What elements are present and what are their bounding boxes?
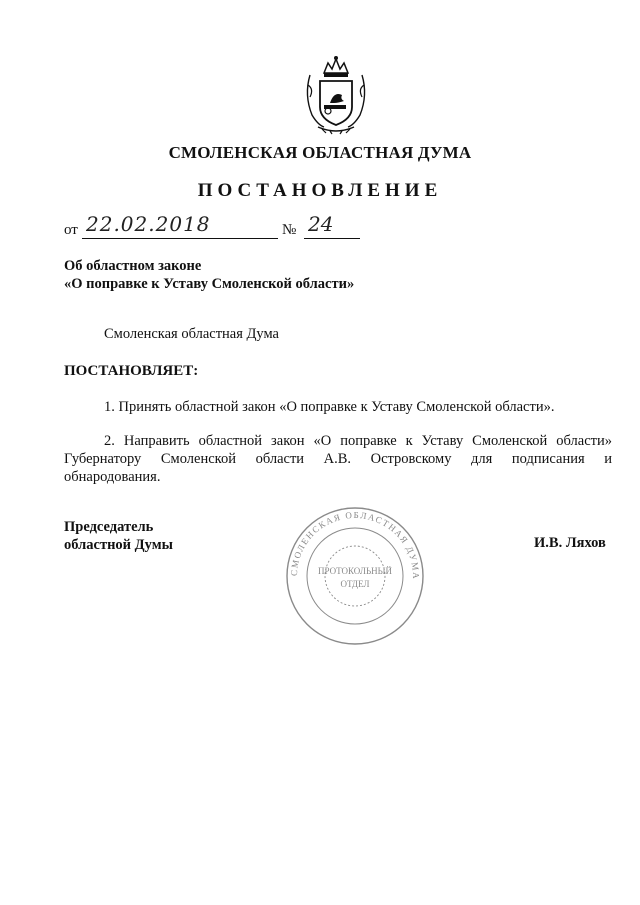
stamp-ring-text: СМОЛЕНСКАЯ ОБЛАСТНАЯ ДУМА (288, 509, 422, 581)
signatory-position-line: Председатель (64, 519, 154, 535)
signatory-position (64, 518, 173, 554)
subject-block (64, 257, 354, 293)
resolution-item-2-line: обнародования. (64, 469, 161, 485)
official-stamp-icon (284, 505, 426, 647)
intro-paragraph: Смоленская областная Дума (104, 326, 279, 342)
subject-line: Об областном законе (64, 258, 202, 274)
resolves-heading: ПОСТАНОВЛЯЕТ: (64, 363, 199, 379)
date-underline (82, 238, 278, 239)
signatory-name: И.В. Ляхов (534, 535, 606, 551)
document-type-title: ПОСТАНОВЛЕНИЕ (197, 180, 443, 201)
number-value: 24 (308, 212, 334, 236)
resolution-item-2 (64, 432, 612, 486)
signatory-position-line: областной Думы (64, 537, 173, 553)
date-prefix: от (64, 222, 78, 238)
organization-title: СМОЛЕНСКАЯ ОБЛАСТНАЯ ДУМА (168, 143, 472, 162)
resolution-item-2-line: Губернатору Смоленской области А.В. Островскому для подписания и (64, 451, 612, 467)
coat-of-arms-icon (300, 55, 372, 135)
stamp-center-line: ПРОТОКОЛЬНЫЙ (318, 566, 392, 576)
number-underline (304, 238, 360, 239)
document-meta (64, 212, 334, 242)
stamp-center-line: ОТДЕЛ (340, 579, 370, 589)
subject-line: «О поправке к Уставу Смоленской области» (64, 276, 355, 292)
number-prefix: № (282, 222, 297, 238)
date-value: 22.02.2018 (86, 212, 211, 236)
resolution-item-2-line: 2. Направить областной закон «О поправке к Уставу Смоленской области» (104, 433, 612, 449)
resolution-item-1: 1. Принять областной закон «О поправке к Уставу Смоленской области». (104, 399, 555, 415)
